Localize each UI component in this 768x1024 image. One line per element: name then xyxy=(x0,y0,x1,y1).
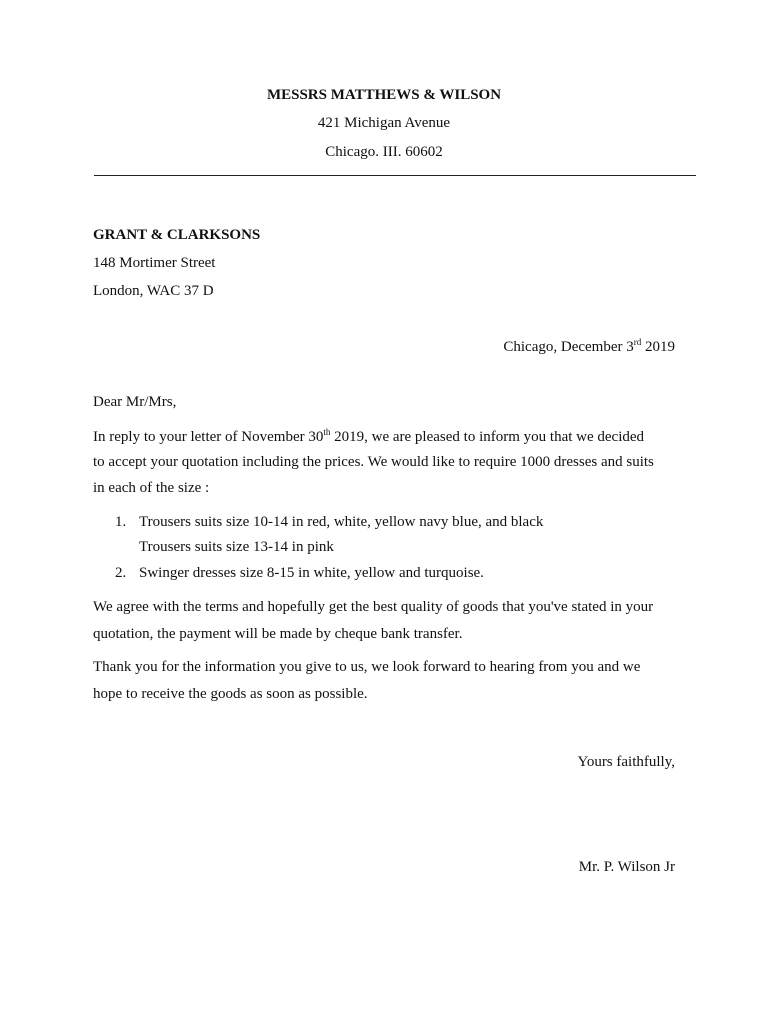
sender-address-line1: 421 Michigan Avenue xyxy=(317,115,451,131)
recipient-address-line1: 148 Mortimer Street xyxy=(93,255,216,271)
list-item-1-number: 1. xyxy=(115,514,127,530)
letter-date xyxy=(503,339,675,356)
recipient-name: GRANT & CLARKSONS xyxy=(93,227,261,243)
date-ordinal: rd xyxy=(633,337,642,347)
salutation: Dear Mr/Mrs, xyxy=(93,394,177,410)
para1-line3: in each of the size : xyxy=(93,480,210,496)
para1-line2: to accept your quotation including the prices. We would like to require 1000 dresses and suits xyxy=(93,454,654,470)
para2-line1: We agree with the terms and hopefully get the best quality of goods that you've stated in your xyxy=(93,599,654,615)
list-item-2-line1: Swinger dresses size 8-15 in white, yellow and turquoise. xyxy=(139,565,484,581)
para1-line1 xyxy=(93,429,644,446)
closing: Yours faithfully, xyxy=(577,754,675,770)
para1-line1-end: 2019, we are pleased to inform you that we decided xyxy=(330,429,645,445)
para1-ordinal: th xyxy=(323,427,331,437)
sender-name: MESSRS MATTHEWS & WILSON xyxy=(266,87,502,103)
para3-line2: hope to receive the goods as soon as possible. xyxy=(93,686,368,702)
letterhead-divider xyxy=(94,175,696,176)
para3-line1: Thank you for the information you give to us, we look forward to hearing from you and we xyxy=(93,659,641,675)
para1-line1-start: In reply to your letter of November 30 xyxy=(93,429,324,445)
list-item-1-line2: Trousers suits size 13-14 in pink xyxy=(139,539,334,555)
list-item-1-line1: Trousers suits size 10-14 in red, white, yellow navy blue, and black xyxy=(139,514,544,530)
date-year: 2019 xyxy=(641,339,675,355)
recipient-address-line2: London, WAC 37 D xyxy=(93,283,214,299)
sender-address-line2: Chicago. III. 60602 xyxy=(325,144,443,160)
signature-name: Mr. P. Wilson Jr xyxy=(578,859,675,875)
para2-line2: quotation, the payment will be made by cheque bank transfer. xyxy=(93,626,463,642)
list-item-2-number: 2. xyxy=(115,565,127,581)
date-prefix: Chicago, December 3 xyxy=(503,339,634,355)
